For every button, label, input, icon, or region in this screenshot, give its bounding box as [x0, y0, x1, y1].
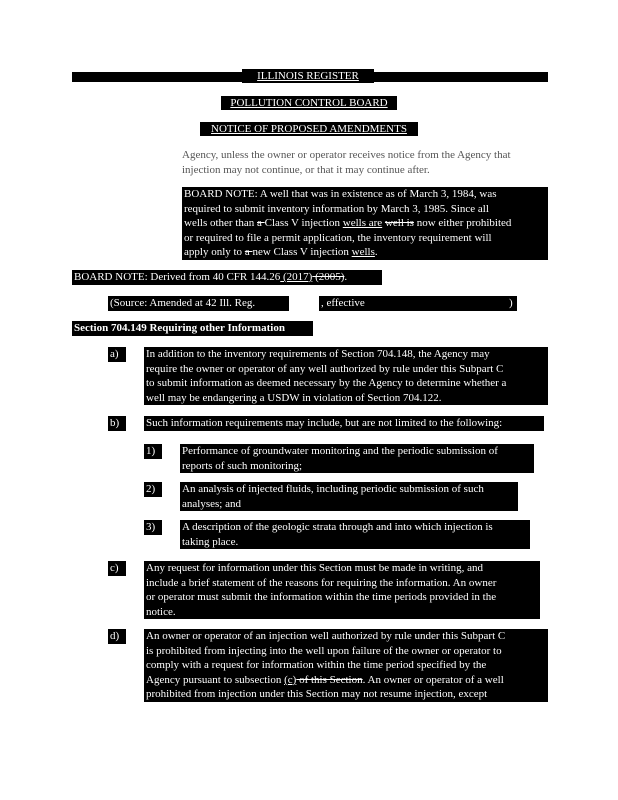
item-b1-text	[180, 444, 534, 473]
section-heading: Section 704.149 Requiring other Information	[72, 321, 313, 336]
item-a-text	[144, 347, 548, 405]
board-note-1-line-2: required to submit inventory information by March 3, 1985. Since all	[184, 202, 489, 215]
item-a-line: require the owner or operator of any well authorized by rule under this Subpart C	[146, 362, 504, 375]
faded-line-1: Agency, unless the owner or operator receives notice from the Agency that	[182, 148, 548, 163]
item-c-label: c)	[108, 561, 126, 576]
item-a-label: a)	[108, 347, 126, 362]
board-note-1-line-5: apply only to a new Class V injection wells.	[184, 246, 378, 259]
item-b1-label: 1)	[144, 444, 162, 459]
board-note-2: BOARD NOTE: Derived from 40 CFR 144.26 (2017) (2005).	[72, 270, 382, 285]
source-prefix: (Source: Amended at 42 Ill. Reg.	[108, 296, 289, 311]
item-d-label: d)	[108, 629, 126, 644]
item-d-line-5: prohibited from injection under this Section may not resume injection, except	[146, 688, 488, 701]
register-title: ILLINOIS REGISTER	[242, 69, 374, 83]
item-c-line: include a brief statement of the reasons for requiring the information. An owner	[146, 576, 497, 589]
item-b3-label: 3)	[144, 520, 162, 535]
item-b1-line: reports of such monitoring;	[182, 459, 303, 472]
source-suffix: )	[509, 296, 517, 311]
board-note-1	[182, 187, 548, 260]
board-title: POLLUTION CONTROL BOARD	[221, 96, 397, 110]
item-b3-line: A description of the geologic strata through and into which injection is	[182, 521, 493, 533]
item-b3-text	[180, 520, 530, 549]
item-d-line-1: An owner or operator of an injection well authorized by rule under this Subpart C	[146, 630, 506, 642]
notice-title: NOTICE OF PROPOSED AMENDMENTS	[200, 122, 418, 136]
item-c-line: or operator must submit the information within the time periods provided in the	[146, 591, 497, 604]
header-bar-left	[72, 72, 242, 82]
item-a-line: to submit information as deemed necessary by the Agency to determine whether a	[146, 377, 507, 390]
item-b2-line: An analysis of injected fluids, including periodic submission of such	[182, 483, 484, 495]
item-b-text: Such information requirements may include, but are not limited to the following:	[144, 416, 544, 431]
item-d-line-4: Agency pursuant to subsection (c) of this Section. An owner or operator of a well	[146, 673, 504, 686]
faded-line-2: injection may not continue, or that it may continue after.	[182, 163, 548, 178]
board-note-1-line-3: wells other than a Class V injection wells are well is now either prohibited	[184, 217, 512, 230]
item-b1-line: Performance of groundwater monitoring and the periodic submission of	[182, 445, 498, 457]
item-d-line-3: comply with a request for information within the time period specified by the	[146, 659, 487, 672]
source-effective: , effective	[319, 296, 389, 311]
item-a-line: In addition to the inventory requirements of Section 704.148, the Agency may	[146, 348, 490, 360]
header-bar-right	[374, 72, 548, 82]
item-b2-line: analyses; and	[182, 497, 241, 510]
item-b3-line: taking place.	[182, 535, 239, 548]
item-b2-label: 2)	[144, 482, 162, 497]
source-blank	[389, 296, 509, 311]
board-note-1-line-4: or required to file a permit application, the inventory requirement will	[184, 231, 492, 244]
item-d-line-2: is prohibited from injecting into the well upon failure of the owner or operator to	[146, 644, 502, 657]
item-d-text	[144, 629, 548, 702]
item-b-label: b)	[108, 416, 126, 431]
board-note-1-line-1: BOARD NOTE: A well that was in existence as of March 3, 1984, was	[184, 188, 497, 200]
item-c-line: Any request for information under this Section must be made in writing, and	[146, 562, 483, 574]
item-b2-text	[180, 482, 518, 511]
item-c-line: notice.	[146, 605, 176, 618]
item-a-line: well may be endangering a USDW in violation of Section 704.122.	[146, 391, 442, 404]
item-c-text	[144, 561, 540, 619]
